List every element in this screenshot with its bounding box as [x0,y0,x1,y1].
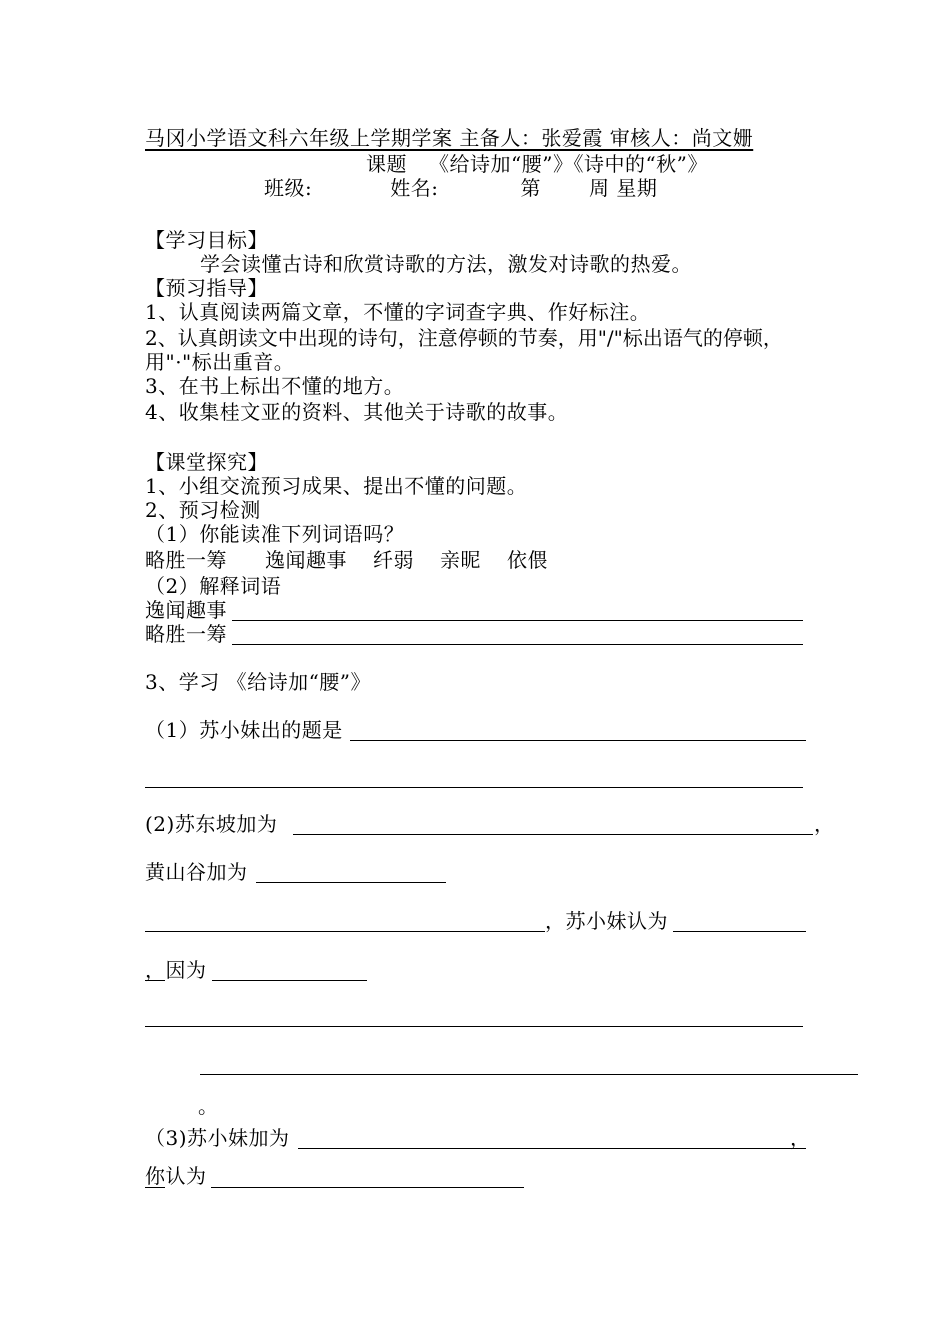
q3-2-period: 。 [198,1094,219,1118]
word-list [145,548,548,572]
topic-line [366,152,708,176]
word-item: 依偎 [507,548,548,572]
answer-line[interactable] [298,1148,806,1149]
preview-item-4: 4、收集桂文亚的资料、其他关于诗歌的故事。 [145,400,569,424]
goals-heading: 【学习目标】 [145,228,268,252]
explain-term-1: 逸闻趣事 [145,598,227,622]
word-item: 略胜一筹 [145,548,227,572]
q3-1-label: （1）苏小妹出的题是 [145,718,343,742]
answer-line[interactable] [673,931,806,932]
name-label: 姓名: [390,176,439,200]
explore-item-1: 1、小组交流预习成果、提出不懂的问题。 [145,474,528,498]
answer-line[interactable] [232,644,803,645]
answer-line[interactable] [145,1026,803,1027]
preview-heading: 【预习指导】 [145,276,268,300]
week-suffix: 周 星期 [589,176,658,200]
answer-line[interactable] [350,740,806,741]
q3-2d-label: ，因为 [145,958,207,982]
q3-3-comma: ， [790,1126,811,1150]
answer-line[interactable] [211,1187,524,1188]
class-name-line [264,176,657,200]
header-title: 马冈小学语文科六年级上学期学案 主备人：张爱霞 审核人：尚文姗 [145,126,754,150]
q3-2-comma: ， [814,812,835,836]
q3-2c-label: ，苏小妹认为 [545,909,668,933]
answer-line[interactable] [145,787,803,788]
answer-line[interactable] [145,980,165,981]
answer-line[interactable] [200,1074,858,1075]
q3-2-label: (2)苏东坡加为 [145,812,278,836]
explain-term-2: 略胜一筹 [145,622,227,646]
answer-line[interactable] [232,620,803,621]
answer-line[interactable] [293,834,813,835]
goals-text: 学会读懂古诗和欣赏诗歌的方法，激发对诗歌的热爱。 [200,252,692,276]
answer-line[interactable] [145,1187,165,1188]
topic-label: 课题 [366,152,407,176]
word-item: 逸闻趣事 [265,548,347,572]
reading-question: （1）你能读准下列词语吗？ [145,522,405,546]
explore-item-2: 2、预习检测 [145,498,261,522]
preview-item-1: 1、认真阅读两篇文章，不懂的字词查字典、作好标注。 [145,300,651,324]
class-label: 班级: [264,176,313,200]
explore-heading: 【课堂探究】 [145,450,268,474]
word-item: 纤弱 [373,548,414,572]
q3-3-label: （3)苏小妹加为 [145,1126,290,1150]
answer-line[interactable] [212,980,367,981]
q3-3b-label: 你认为 [145,1164,207,1188]
preview-item-2a: 2、认真朗读文中出现的诗句，注意停顿的节奏，用"/"标出语气的停顿， [145,326,783,350]
preview-item-3: 3、在书上标出不懂的地方。 [145,374,405,398]
week-prefix: 第 [520,176,541,200]
topic-value: 《给诗加“腰”》《诗中的“秋”》 [429,152,708,176]
q3-2b-label: 黄山谷加为 [145,860,248,884]
preview-item-2b: 用"·"标出重音。 [145,350,295,374]
answer-line[interactable] [145,931,545,932]
section-3-title: 3、学习 《给诗加“腰”》 [145,670,372,694]
word-item: 亲昵 [440,548,481,572]
explain-question: （2）解释词语 [145,574,282,598]
answer-line[interactable] [256,882,446,883]
